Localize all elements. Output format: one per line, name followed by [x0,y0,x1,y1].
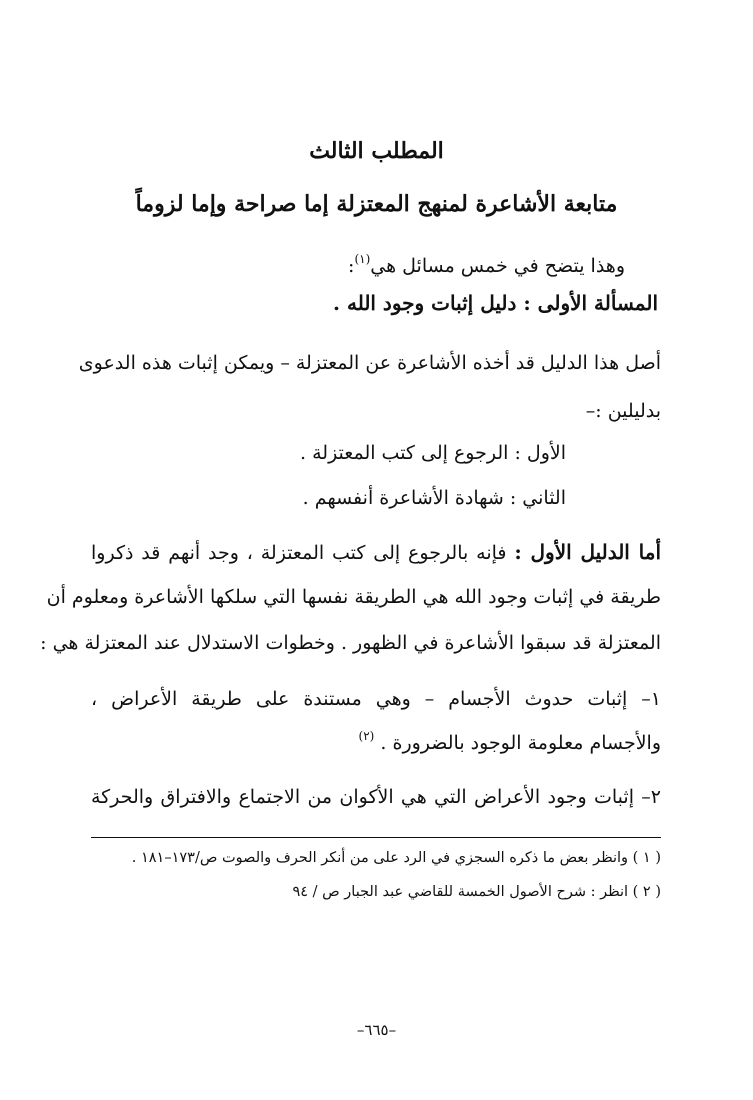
step-1-line-2 [359,729,661,754]
intro-colon: : [348,255,355,277]
issue-one-heading: المسألة الأولى : دليل إثبات وجود الله . [333,291,658,315]
section-title: المطلب الثالث [309,138,444,164]
body-line-1: أصل هذا الدليل قد أخذه الأشاعرة عن المعتزلة – ويمكن إثبات هذه الدعوى [78,352,661,374]
first-evidence-lead: أما الدليل الأول : [514,540,662,564]
first-evidence-line-2: طريقة في إثبات وجود الله هي الطريقة نفسها التي سلكها الأشاعرة ومعلوم أن [46,586,661,608]
first-evidence-line-1 [91,540,661,564]
intro-line [348,252,625,277]
step-1-text: والأجسام معلومة الوجود بالضرورة . [380,732,661,754]
footnote-ref-1: (١) [354,252,371,266]
evidence-first: الأول : الرجوع إلى كتب المعتزلة . [300,442,566,464]
first-evidence-line-3: المعتزلة قد سبقوا الأشاعرة في الظهور . وخطوات الاستدلال عند المعتزلة هي : [40,632,661,654]
intro-text: وهذا يتضح في خمس مسائل هي [370,255,625,277]
page-number: –٦٦٥– [356,1021,397,1039]
section-subtitle: متابعة الأشاعرة لمنهج المعتزلة إما صراحة وإما لزوماً [135,191,618,217]
footnote-1: ( ١ ) وانظر بعض ما ذكره السجزي في الرد على من أنكر الحرف والصوت ص/١٧٣–١٨١ . [131,850,661,866]
footnote-2: ( ٢ ) انظر : شرح الأصول الخمسة للقاضي عبد الجبار ص / ٩٤ [292,884,661,900]
footnote-divider [91,837,661,838]
first-evidence-text: فإنه بالرجوع إلى كتب المعتزلة ، وجد أنهم قد ذكروا [91,542,507,564]
step-1-line-1: ١– إثبات حدوث الأجسام – وهي مستندة على طريقة الأعراض ، [91,688,661,710]
body-line-2: بدليلين :– [585,400,661,422]
footnote-ref-2: (٢) [358,729,375,743]
step-2-line-1: ٢– إثبات وجود الأعراض التي هي الأكوان من الاجتماع والافتراق والحركة [91,786,661,808]
evidence-second: الثاني : شهادة الأشاعرة أنفسهم . [302,487,566,509]
